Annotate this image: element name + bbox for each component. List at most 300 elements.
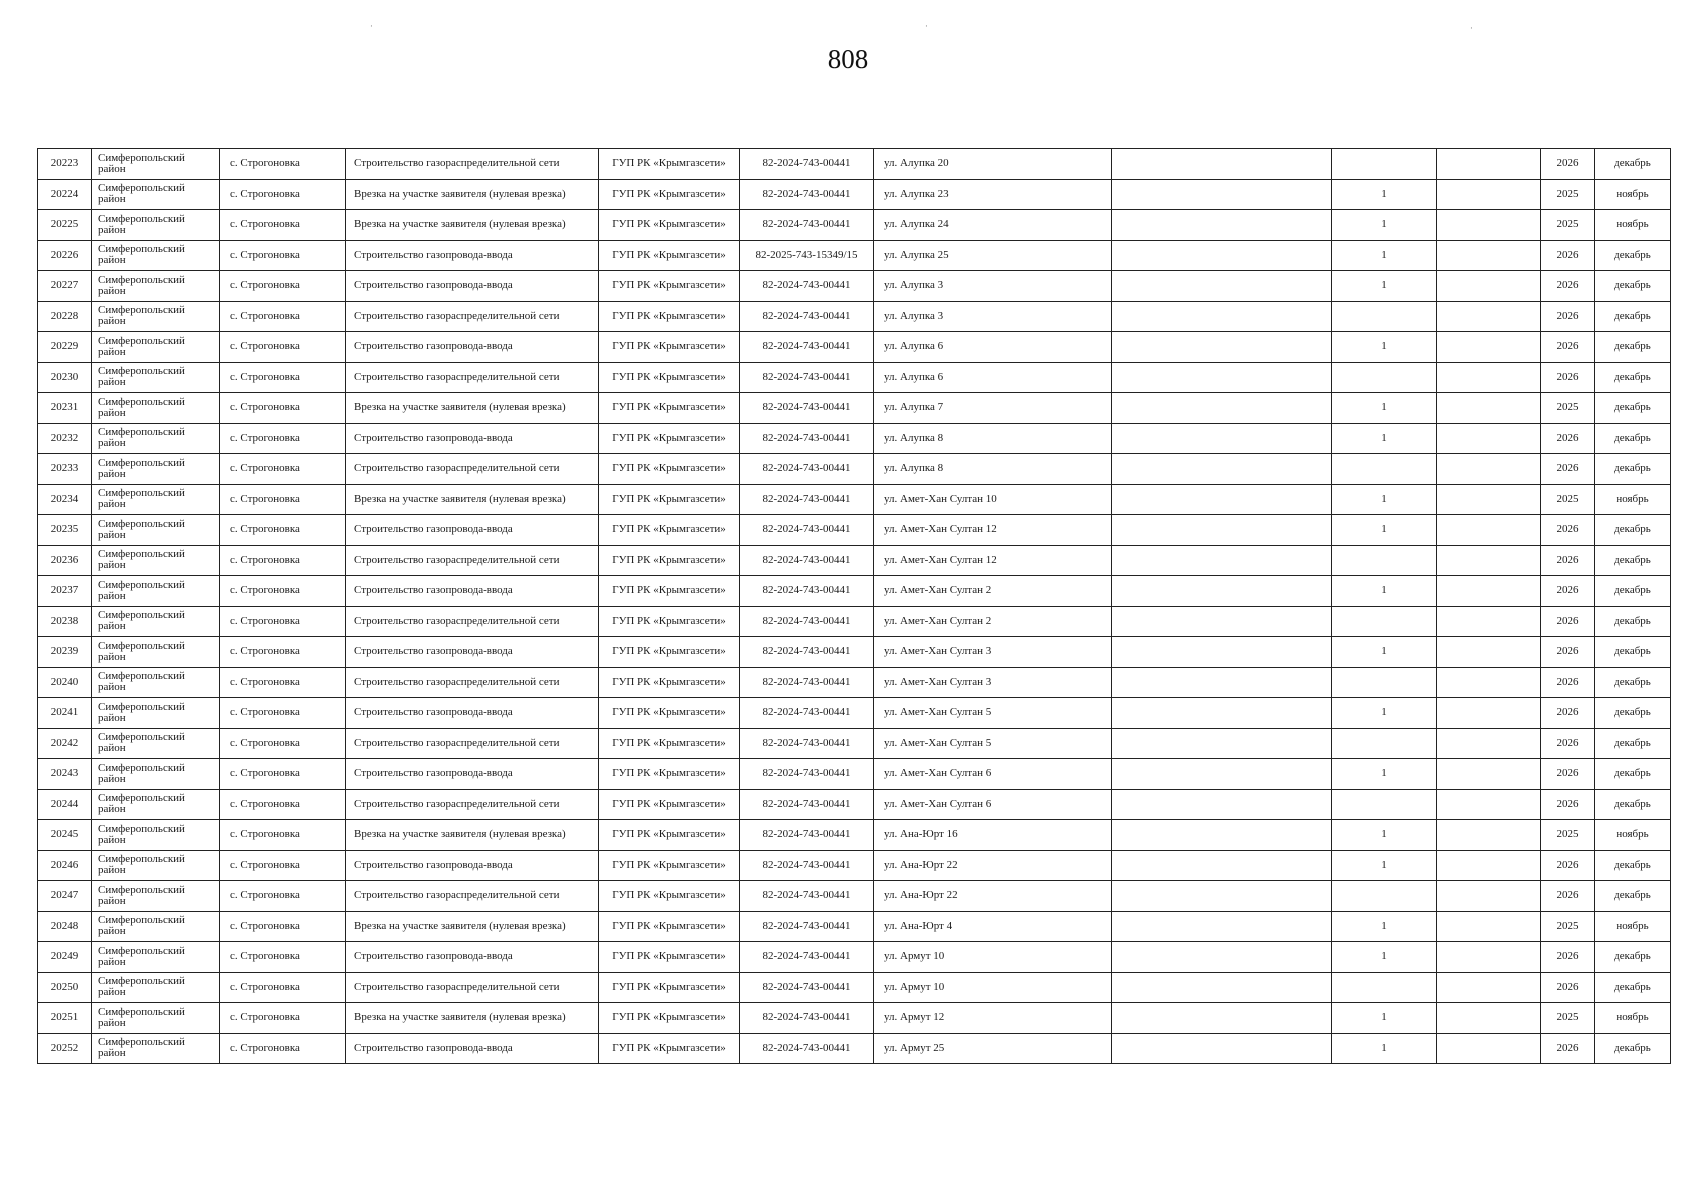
locality-cell: с. Строгоновка <box>220 210 346 241</box>
work-type-cell: Строительство газораспределительной сети <box>346 789 599 820</box>
work-type-cell: Строительство газораспределительной сети <box>346 362 599 393</box>
month-cell: ноябрь <box>1595 484 1671 515</box>
month-cell: декабрь <box>1595 545 1671 576</box>
row-number: 20225 <box>38 210 92 241</box>
permit-code-cell: 82-2024-743-00441 <box>740 698 874 729</box>
empty-cell <box>1112 728 1332 759</box>
year-cell: 2025 <box>1541 210 1595 241</box>
row-number: 20233 <box>38 454 92 485</box>
work-type-cell: Врезка на участке заявителя (нулевая врезка) <box>346 1003 599 1034</box>
row-number: 20223 <box>38 149 92 180</box>
address-cell: ул. Ана-Юрт 4 <box>874 911 1112 942</box>
count-cell: 1 <box>1332 820 1437 851</box>
organization-cell: ГУП РК «Крымгазсети» <box>599 911 740 942</box>
empty-cell <box>1112 545 1332 576</box>
empty-cell <box>1112 240 1332 271</box>
table-row <box>38 393 1671 424</box>
locality-cell: с. Строгоновка <box>220 606 346 637</box>
work-type-cell: Строительство газораспределительной сети <box>346 301 599 332</box>
table-row <box>38 728 1671 759</box>
month-cell: декабрь <box>1595 454 1671 485</box>
district-cell: Симферопольский район <box>92 545 220 576</box>
count-cell: 1 <box>1332 637 1437 668</box>
work-type-cell: Строительство газопровода-ввода <box>346 698 599 729</box>
permit-code-cell: 82-2024-743-00441 <box>740 454 874 485</box>
empty-cell <box>1437 1033 1541 1064</box>
row-number: 20244 <box>38 789 92 820</box>
organization-cell: ГУП РК «Крымгазсети» <box>599 1003 740 1034</box>
locality-cell: с. Строгоновка <box>220 881 346 912</box>
row-number: 20239 <box>38 637 92 668</box>
month-cell: декабрь <box>1595 576 1671 607</box>
year-cell: 2026 <box>1541 576 1595 607</box>
district-cell: Симферопольский район <box>92 637 220 668</box>
count-cell <box>1332 545 1437 576</box>
count-cell: 1 <box>1332 911 1437 942</box>
address-cell: ул. Алупка 8 <box>874 454 1112 485</box>
month-cell: декабрь <box>1595 393 1671 424</box>
year-cell: 2025 <box>1541 820 1595 851</box>
permit-code-cell: 82-2024-743-00441 <box>740 972 874 1003</box>
district-cell: Симферопольский район <box>92 942 220 973</box>
address-cell: ул. Армут 10 <box>874 972 1112 1003</box>
permit-code-cell: 82-2024-743-00441 <box>740 545 874 576</box>
empty-cell <box>1437 454 1541 485</box>
table-row <box>38 484 1671 515</box>
address-cell: ул. Алупка 3 <box>874 301 1112 332</box>
locality-cell: с. Строгоновка <box>220 789 346 820</box>
empty-cell <box>1112 1033 1332 1064</box>
year-cell: 2026 <box>1541 972 1595 1003</box>
row-number: 20224 <box>38 179 92 210</box>
empty-cell <box>1437 850 1541 881</box>
address-cell: ул. Амет-Хан Султан 5 <box>874 728 1112 759</box>
organization-cell: ГУП РК «Крымгазсети» <box>599 576 740 607</box>
permit-code-cell: 82-2024-743-00441 <box>740 850 874 881</box>
month-cell: декабрь <box>1595 972 1671 1003</box>
locality-cell: с. Строгоновка <box>220 179 346 210</box>
organization-cell: ГУП РК «Крымгазсети» <box>599 545 740 576</box>
locality-cell: с. Строгоновка <box>220 698 346 729</box>
empty-cell <box>1437 240 1541 271</box>
month-cell: ноябрь <box>1595 210 1671 241</box>
work-type-cell: Строительство газораспределительной сети <box>346 149 599 180</box>
empty-cell <box>1112 301 1332 332</box>
district-cell: Симферопольский район <box>92 393 220 424</box>
district-cell: Симферопольский район <box>92 271 220 302</box>
year-cell: 2026 <box>1541 362 1595 393</box>
work-type-cell: Строительство газопровода-ввода <box>346 850 599 881</box>
table-row <box>38 454 1671 485</box>
table-row <box>38 789 1671 820</box>
empty-cell <box>1437 789 1541 820</box>
empty-cell <box>1437 911 1541 942</box>
work-type-cell: Врезка на участке заявителя (нулевая врезка) <box>346 210 599 241</box>
empty-cell <box>1437 728 1541 759</box>
district-cell: Симферопольский район <box>92 972 220 1003</box>
count-cell <box>1332 881 1437 912</box>
table-row <box>38 332 1671 363</box>
work-type-cell: Строительство газопровода-ввода <box>346 423 599 454</box>
month-cell: декабрь <box>1595 332 1671 363</box>
table-row <box>38 362 1671 393</box>
organization-cell: ГУП РК «Крымгазсети» <box>599 362 740 393</box>
month-cell: декабрь <box>1595 606 1671 637</box>
organization-cell: ГУП РК «Крымгазсети» <box>599 789 740 820</box>
organization-cell: ГУП РК «Крымгазсети» <box>599 820 740 851</box>
row-number: 20246 <box>38 850 92 881</box>
empty-cell <box>1112 423 1332 454</box>
work-type-cell: Строительство газопровода-ввода <box>346 637 599 668</box>
month-cell: ноябрь <box>1595 911 1671 942</box>
month-cell: декабрь <box>1595 240 1671 271</box>
permit-code-cell: 82-2024-743-00441 <box>740 301 874 332</box>
empty-cell <box>1437 149 1541 180</box>
work-type-cell: Врезка на участке заявителя (нулевая врезка) <box>346 820 599 851</box>
month-cell: декабрь <box>1595 728 1671 759</box>
empty-cell <box>1112 881 1332 912</box>
work-type-cell: Строительство газораспределительной сети <box>346 972 599 1003</box>
address-cell: ул. Алупка 25 <box>874 240 1112 271</box>
row-number: 20247 <box>38 881 92 912</box>
month-cell: декабрь <box>1595 362 1671 393</box>
scan-speck: · <box>370 22 373 32</box>
organization-cell: ГУП РК «Крымгазсети» <box>599 728 740 759</box>
district-cell: Симферопольский район <box>92 1003 220 1034</box>
organization-cell: ГУП РК «Крымгазсети» <box>599 942 740 973</box>
month-cell: декабрь <box>1595 149 1671 180</box>
table-row <box>38 1033 1671 1064</box>
empty-cell <box>1112 972 1332 1003</box>
page-number: 808 <box>827 44 869 74</box>
locality-cell: с. Строгоновка <box>220 576 346 607</box>
year-cell: 2026 <box>1541 149 1595 180</box>
table-row <box>38 637 1671 668</box>
address-cell: ул. Амет-Хан Султан 3 <box>874 667 1112 698</box>
organization-cell: ГУП РК «Крымгазсети» <box>599 1033 740 1064</box>
district-cell: Симферопольский район <box>92 606 220 637</box>
organization-cell: ГУП РК «Крымгазсети» <box>599 698 740 729</box>
locality-cell: с. Строгоновка <box>220 759 346 790</box>
locality-cell: с. Строгоновка <box>220 1003 346 1034</box>
locality-cell: с. Строгоновка <box>220 484 346 515</box>
empty-cell <box>1112 850 1332 881</box>
permit-code-cell: 82-2024-743-00441 <box>740 332 874 363</box>
locality-cell: с. Строгоновка <box>220 393 346 424</box>
year-cell: 2025 <box>1541 393 1595 424</box>
organization-cell: ГУП РК «Крымгазсети» <box>599 240 740 271</box>
year-cell: 2026 <box>1541 515 1595 546</box>
empty-cell <box>1437 972 1541 1003</box>
year-cell: 2026 <box>1541 789 1595 820</box>
empty-cell <box>1437 881 1541 912</box>
empty-cell <box>1112 179 1332 210</box>
count-cell: 1 <box>1332 1033 1437 1064</box>
address-cell: ул. Ана-Юрт 22 <box>874 881 1112 912</box>
year-cell: 2026 <box>1541 606 1595 637</box>
row-number: 20230 <box>38 362 92 393</box>
table-row <box>38 271 1671 302</box>
organization-cell: ГУП РК «Крымгазсети» <box>599 484 740 515</box>
row-number: 20249 <box>38 942 92 973</box>
year-cell: 2026 <box>1541 881 1595 912</box>
permit-code-cell: 82-2024-743-00441 <box>740 210 874 241</box>
empty-cell <box>1112 576 1332 607</box>
locality-cell: с. Строгоновка <box>220 423 346 454</box>
row-number: 20245 <box>38 820 92 851</box>
table-row <box>38 972 1671 1003</box>
gasification-table-wrapper <box>37 148 1671 1064</box>
count-cell <box>1332 362 1437 393</box>
locality-cell: с. Строгоновка <box>220 240 346 271</box>
locality-cell: с. Строгоновка <box>220 728 346 759</box>
row-number: 20231 <box>38 393 92 424</box>
empty-cell <box>1437 179 1541 210</box>
work-type-cell: Строительство газораспределительной сети <box>346 728 599 759</box>
locality-cell: с. Строгоновка <box>220 850 346 881</box>
row-number: 20248 <box>38 911 92 942</box>
organization-cell: ГУП РК «Крымгазсети» <box>599 179 740 210</box>
row-number: 20235 <box>38 515 92 546</box>
work-type-cell: Врезка на участке заявителя (нулевая врезка) <box>346 179 599 210</box>
district-cell: Симферопольский район <box>92 728 220 759</box>
count-cell: 1 <box>1332 332 1437 363</box>
count-cell <box>1332 667 1437 698</box>
empty-cell <box>1112 637 1332 668</box>
work-type-cell: Строительство газораспределительной сети <box>346 667 599 698</box>
table-row <box>38 667 1671 698</box>
organization-cell: ГУП РК «Крымгазсети» <box>599 423 740 454</box>
table-row <box>38 911 1671 942</box>
year-cell: 2026 <box>1541 637 1595 668</box>
count-cell <box>1332 301 1437 332</box>
empty-cell <box>1112 210 1332 241</box>
month-cell: декабрь <box>1595 667 1671 698</box>
district-cell: Симферопольский район <box>92 667 220 698</box>
work-type-cell: Строительство газопровода-ввода <box>346 271 599 302</box>
locality-cell: с. Строгоновка <box>220 332 346 363</box>
work-type-cell: Строительство газораспределительной сети <box>346 606 599 637</box>
count-cell: 1 <box>1332 484 1437 515</box>
empty-cell <box>1112 759 1332 790</box>
address-cell: ул. Амет-Хан Султан 12 <box>874 545 1112 576</box>
district-cell: Симферопольский район <box>92 210 220 241</box>
address-cell: ул. Армут 10 <box>874 942 1112 973</box>
row-number: 20240 <box>38 667 92 698</box>
empty-cell <box>1437 698 1541 729</box>
count-cell <box>1332 728 1437 759</box>
count-cell: 1 <box>1332 576 1437 607</box>
empty-cell <box>1112 332 1332 363</box>
address-cell: ул. Амет-Хан Султан 6 <box>874 759 1112 790</box>
district-cell: Симферопольский район <box>92 240 220 271</box>
empty-cell <box>1112 393 1332 424</box>
empty-cell <box>1112 515 1332 546</box>
year-cell: 2026 <box>1541 698 1595 729</box>
address-cell: ул. Амет-Хан Султан 2 <box>874 576 1112 607</box>
table-row <box>38 301 1671 332</box>
locality-cell: с. Строгоновка <box>220 911 346 942</box>
table-row <box>38 240 1671 271</box>
year-cell: 2026 <box>1541 271 1595 302</box>
month-cell: декабрь <box>1595 850 1671 881</box>
permit-code-cell: 82-2024-743-00441 <box>740 942 874 973</box>
district-cell: Симферопольский район <box>92 515 220 546</box>
table-row <box>38 606 1671 637</box>
organization-cell: ГУП РК «Крымгазсети» <box>599 515 740 546</box>
table-row <box>38 179 1671 210</box>
organization-cell: ГУП РК «Крымгазсети» <box>599 210 740 241</box>
empty-cell <box>1437 667 1541 698</box>
work-type-cell: Строительство газораспределительной сети <box>346 454 599 485</box>
table-row <box>38 759 1671 790</box>
empty-cell <box>1112 667 1332 698</box>
address-cell: ул. Алупка 20 <box>874 149 1112 180</box>
organization-cell: ГУП РК «Крымгазсети» <box>599 301 740 332</box>
count-cell <box>1332 454 1437 485</box>
locality-cell: с. Строгоновка <box>220 362 346 393</box>
year-cell: 2026 <box>1541 332 1595 363</box>
row-number: 20232 <box>38 423 92 454</box>
table-row <box>38 545 1671 576</box>
row-number: 20242 <box>38 728 92 759</box>
district-cell: Симферопольский район <box>92 301 220 332</box>
permit-code-cell: 82-2024-743-00441 <box>740 881 874 912</box>
work-type-cell: Строительство газопровода-ввода <box>346 576 599 607</box>
count-cell: 1 <box>1332 515 1437 546</box>
work-type-cell: Строительство газопровода-ввода <box>346 1033 599 1064</box>
year-cell: 2025 <box>1541 1003 1595 1034</box>
locality-cell: с. Строгоновка <box>220 454 346 485</box>
year-cell: 2026 <box>1541 423 1595 454</box>
organization-cell: ГУП РК «Крымгазсети» <box>599 759 740 790</box>
address-cell: ул. Амет-Хан Султан 3 <box>874 637 1112 668</box>
empty-cell <box>1112 911 1332 942</box>
work-type-cell: Строительство газораспределительной сети <box>346 545 599 576</box>
organization-cell: ГУП РК «Крымгазсети» <box>599 393 740 424</box>
gasification-table <box>37 148 1671 1064</box>
district-cell: Симферопольский район <box>92 1033 220 1064</box>
organization-cell: ГУП РК «Крымгазсети» <box>599 332 740 363</box>
row-number: 20228 <box>38 301 92 332</box>
month-cell: декабрь <box>1595 271 1671 302</box>
year-cell: 2026 <box>1541 728 1595 759</box>
district-cell: Симферопольский район <box>92 179 220 210</box>
month-cell: декабрь <box>1595 423 1671 454</box>
empty-cell <box>1437 484 1541 515</box>
address-cell: ул. Армут 25 <box>874 1033 1112 1064</box>
table-row <box>38 423 1671 454</box>
month-cell: ноябрь <box>1595 820 1671 851</box>
month-cell: декабрь <box>1595 515 1671 546</box>
work-type-cell: Строительство газопровода-ввода <box>346 332 599 363</box>
organization-cell: ГУП РК «Крымгазсети» <box>599 881 740 912</box>
count-cell <box>1332 789 1437 820</box>
locality-cell: с. Строгоновка <box>220 637 346 668</box>
empty-cell <box>1437 332 1541 363</box>
locality-cell: с. Строгоновка <box>220 271 346 302</box>
count-cell: 1 <box>1332 271 1437 302</box>
permit-code-cell: 82-2024-743-00441 <box>740 911 874 942</box>
count-cell: 1 <box>1332 393 1437 424</box>
empty-cell <box>1437 606 1541 637</box>
district-cell: Симферопольский район <box>92 789 220 820</box>
organization-cell: ГУП РК «Крымгазсети» <box>599 850 740 881</box>
month-cell: декабрь <box>1595 301 1671 332</box>
count-cell: 1 <box>1332 850 1437 881</box>
table-row <box>38 881 1671 912</box>
work-type-cell: Врезка на участке заявителя (нулевая врезка) <box>346 484 599 515</box>
count-cell: 1 <box>1332 179 1437 210</box>
permit-code-cell: 82-2024-743-00441 <box>740 637 874 668</box>
empty-cell <box>1112 789 1332 820</box>
row-number: 20241 <box>38 698 92 729</box>
address-cell: ул. Амет-Хан Султан 6 <box>874 789 1112 820</box>
work-type-cell: Строительство газораспределительной сети <box>346 881 599 912</box>
address-cell: ул. Ана-Юрт 16 <box>874 820 1112 851</box>
empty-cell <box>1437 271 1541 302</box>
row-number: 20229 <box>38 332 92 363</box>
permit-code-cell: 82-2024-743-00441 <box>740 789 874 820</box>
permit-code-cell: 82-2024-743-00441 <box>740 393 874 424</box>
permit-code-cell: 82-2024-743-00441 <box>740 728 874 759</box>
permit-code-cell: 82-2024-743-00441 <box>740 606 874 637</box>
empty-cell <box>1437 820 1541 851</box>
empty-cell <box>1437 393 1541 424</box>
empty-cell <box>1437 362 1541 393</box>
table-body <box>38 149 1671 1064</box>
month-cell: декабрь <box>1595 637 1671 668</box>
year-cell: 2025 <box>1541 179 1595 210</box>
permit-code-cell: 82-2024-743-00441 <box>740 179 874 210</box>
district-cell: Симферопольский район <box>92 332 220 363</box>
address-cell: ул. Амет-Хан Султан 2 <box>874 606 1112 637</box>
organization-cell: ГУП РК «Крымгазсети» <box>599 667 740 698</box>
empty-cell <box>1437 1003 1541 1034</box>
table-row <box>38 698 1671 729</box>
table-row <box>38 942 1671 973</box>
district-cell: Симферопольский район <box>92 911 220 942</box>
district-cell: Симферопольский район <box>92 484 220 515</box>
permit-code-cell: 82-2024-743-00441 <box>740 423 874 454</box>
permit-code-cell: 82-2024-743-00441 <box>740 484 874 515</box>
permit-code-cell: 82-2024-743-00441 <box>740 1003 874 1034</box>
count-cell: 1 <box>1332 210 1437 241</box>
count-cell: 1 <box>1332 1003 1437 1034</box>
year-cell: 2026 <box>1541 545 1595 576</box>
count-cell <box>1332 972 1437 1003</box>
locality-cell: с. Строгоновка <box>220 515 346 546</box>
year-cell: 2026 <box>1541 942 1595 973</box>
organization-cell: ГУП РК «Крымгазсети» <box>599 454 740 485</box>
permit-code-cell: 82-2024-743-00441 <box>740 667 874 698</box>
row-number: 20251 <box>38 1003 92 1034</box>
district-cell: Симферопольский район <box>92 820 220 851</box>
empty-cell <box>1437 637 1541 668</box>
address-cell: ул. Ана-Юрт 22 <box>874 850 1112 881</box>
address-cell: ул. Амет-Хан Султан 12 <box>874 515 1112 546</box>
organization-cell: ГУП РК «Крымгазсети» <box>599 271 740 302</box>
work-type-cell: Врезка на участке заявителя (нулевая врезка) <box>346 911 599 942</box>
row-number: 20252 <box>38 1033 92 1064</box>
permit-code-cell: 82-2024-743-00441 <box>740 149 874 180</box>
row-number: 20250 <box>38 972 92 1003</box>
empty-cell <box>1112 271 1332 302</box>
count-cell: 1 <box>1332 942 1437 973</box>
table-row <box>38 515 1671 546</box>
year-cell: 2026 <box>1541 850 1595 881</box>
locality-cell: с. Строгоновка <box>220 942 346 973</box>
